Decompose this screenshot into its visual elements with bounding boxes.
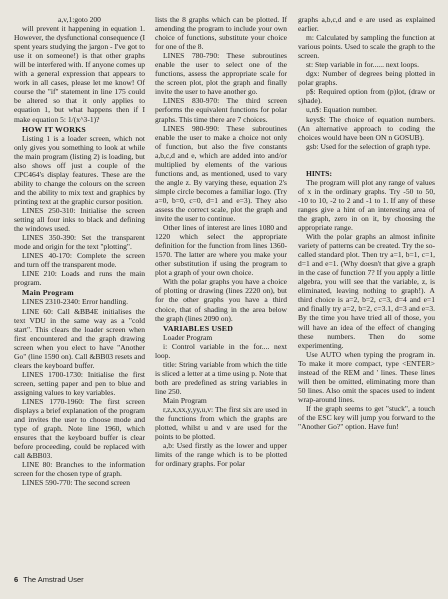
spacer (298, 151, 435, 169)
paragraph: LINES 40-170: Complete the screen and turn off the transparent mode. (14, 251, 145, 270)
paragraph: LINE 60: Call &BB4E initialises the text VDU in the same way as a "cold start". This clears the loader screen when first encountered and the graph drawing screen when you elect to have "Another Go" (line 1590 on). Call &BB03 resets and clears the keyboard buffer. (14, 306, 145, 370)
paragraph: LINE 210: Loads and runs the main program. (14, 269, 145, 288)
paragraph: The program will plot any range of values of x in the ordinary graphs. Try -50 to 50, -10 to 10, -2 to 2 and -1 to 1. If any of these ranges give a hint of an interesting area of the graph, zero in on it, by choosing the appropriate range. (298, 177, 435, 232)
paragraph: LINES 2310-2340: Error handling. (22, 297, 129, 307)
paragraph: LINES 250-310: Initialise the screen setting all four inks to black and defining the windows used. (14, 205, 145, 234)
paragraph: LINES 830-970: The third screen performs the equivalent functions for polar graphs. This time there are 7 choices. (155, 96, 287, 124)
paragraph: With the polar graphs you have a choice of plotting or drawing (lines 2220 on), but for the other graphs you have a third choice, that of shading in the area below the graph (lines 2090 on). (155, 277, 287, 323)
paragraph: title: String variable from which the title is sliced a letter at a time using p. Note that both are predefined as string variables in line 250. (155, 359, 287, 396)
paragraph: LINES 980-990: These subroutines enable the user to make a choice not only of function, but also the five constants a,b,c,d and e, which are added into and/or multiplied by elements of the various functions and, as mentioned, used to vary the angle z. By varying these, equation 2's simple circle becomes a familiar logo. (Try a=0, b=0, c=0, d=1 and e=3). They also assess the correct scale, plot the graph and invite the user to continue. (155, 123, 287, 224)
publication-name: The Amstrad User (23, 575, 84, 584)
paragraph: p$: Required option from (p)lot, (draw or s)hade). (298, 87, 435, 106)
section-heading-variables-used: VARIABLES USED (163, 323, 234, 333)
paragraph: lists the 8 graphs which can be plotted. If amending the program to include your own choice of functions, substitute your choice for one of the 8. (155, 15, 287, 52)
subheading-main-program: Main Program (163, 395, 207, 405)
paragraph: LINES 590-770: The second screen (22, 478, 131, 488)
paragraph: Listing 1 is a loader screen, which not only gives you something to look at while the main program (listing 2) is loading, but also shows off just a couple of the CPC464's display features. These are the ability to change the colours on the screen and the ability to mix text and graphics by printing text at the graphic cursor position. (14, 133, 145, 206)
paragraph: Use AUTO when typing the program in. To make it more compact, type <ENTER> instead of the REM and ' lines. These lines will then be omitted, eliminating more than 50 lines. Also omit the spaces used to indent wrap-around lines. (298, 349, 435, 404)
paragraph: st: Step variable in for...... next loops. (306, 60, 419, 70)
section-heading-main-program: Main Program (22, 288, 74, 298)
column-3 (298, 15, 435, 431)
paragraph: i: Control variable in the for.... next loop. (155, 341, 287, 360)
paragraph: u,n$: Equation number. (306, 105, 377, 115)
paragraph: m: Calculated by sampling the function at various points. Used to scale the graph to the screen. (298, 33, 435, 61)
section-heading-how-it-works: HOW IT WORKS (22, 124, 86, 134)
paragraph: LINES 1770-1960: The first screen displays a brief explanation of the program and invites the user to choose mode and type of graph. Note line 1960, which ensures that the keyboard buffer is clear before proceeding, could be replaced with call &BB03. (14, 396, 145, 461)
paragraph: LINES 780-790: These subroutines enable the user to select one of the functions, assess the appropriate scale for the screen plot, plot the graph and finally invite the user to have another go. (155, 51, 287, 97)
paragraph: LINES 350-390: Set the transparent mode and origin for the text "plotting". (14, 233, 145, 252)
page-footer (14, 575, 84, 584)
column-1 (14, 15, 145, 487)
paragraph: LINES 1700-1730: Initialise the first screen, setting paper and pen to blue and assigning values to key variables. (14, 369, 145, 397)
code-line: a,v,1:goto 200 (58, 15, 101, 24)
paragraph: If the graph seems to get "stuck", a touch of the ESC key will jump you forward to the "Another Go?" option. Have fun! (298, 403, 435, 432)
paragraph: keys$: The choice of equation numbers. (An alternative approach to coding the choices would have been ON n GOSUB). (298, 114, 435, 142)
paragraph: r,z,x,xx,y,yy,u,v: The first six are used in the functions from which the graphs are plotted, whilst u and v are used for the points to be plotted. (155, 405, 287, 442)
paragraph: graphs a,b,c,d and e are used as explained earlier. (298, 15, 435, 34)
column-2 (155, 15, 287, 468)
paragraph: With the polar graphs an almost infinite variety of patterns can be created. Try the so-called standard plot. Then try a=1, b=1, c=1, d=1 and e=1. (Why doesn't that give a graph in the case of function 7? If you apply a little algebra, you will see that the variable, z, is eliminated, leaving nothing to graph!). A third choice is a=2, b=2, c=3, d=4 and e=1 and finally try a=2, b=2, c=3.1, d=3 and e=3. By the time you have tried all of those, you will have an idea of the effect of changing these numbers. Then do some experimenting. (298, 232, 435, 350)
paragraph: LINE 80: Branches to the information screen for the chosen type of graph. (14, 460, 145, 479)
subheading-loader-program: Loader Program (163, 332, 213, 342)
page-number: 6 (14, 575, 19, 584)
section-heading-hints: HINTS: (306, 168, 333, 178)
paragraph: dgx: Number of degrees being plotted in polar graphs. (298, 69, 435, 88)
paragraph: a,b: Used firstly as the lower and upper limits of the range which is to be plotted for ordinary graphs. For polar (155, 441, 287, 469)
paragraph: Other lines of interest are lines 1080 and 1220 which select the appropriate definition for the function from lines 1360-1570. The latter are where you make your other substitution if using the program to plot a graph of your own choice. (155, 223, 287, 278)
paragraph: gsb: Used for the selection of graph type. (306, 141, 431, 151)
paragraph: will prevent it happening in equation 1. However, the dysfunctional consequence (I spent years studying the jargon - I've got to use it on someone!) is that other graphs will be interfered with. If anyone comes up with a general expression that appears to work in all cases, please let me know! Of course the "if" statement in line 175 could be altered so that it only applies to equation 1, but what happens then if I make equation 5: 1/(x^3-1)? (14, 24, 145, 124)
